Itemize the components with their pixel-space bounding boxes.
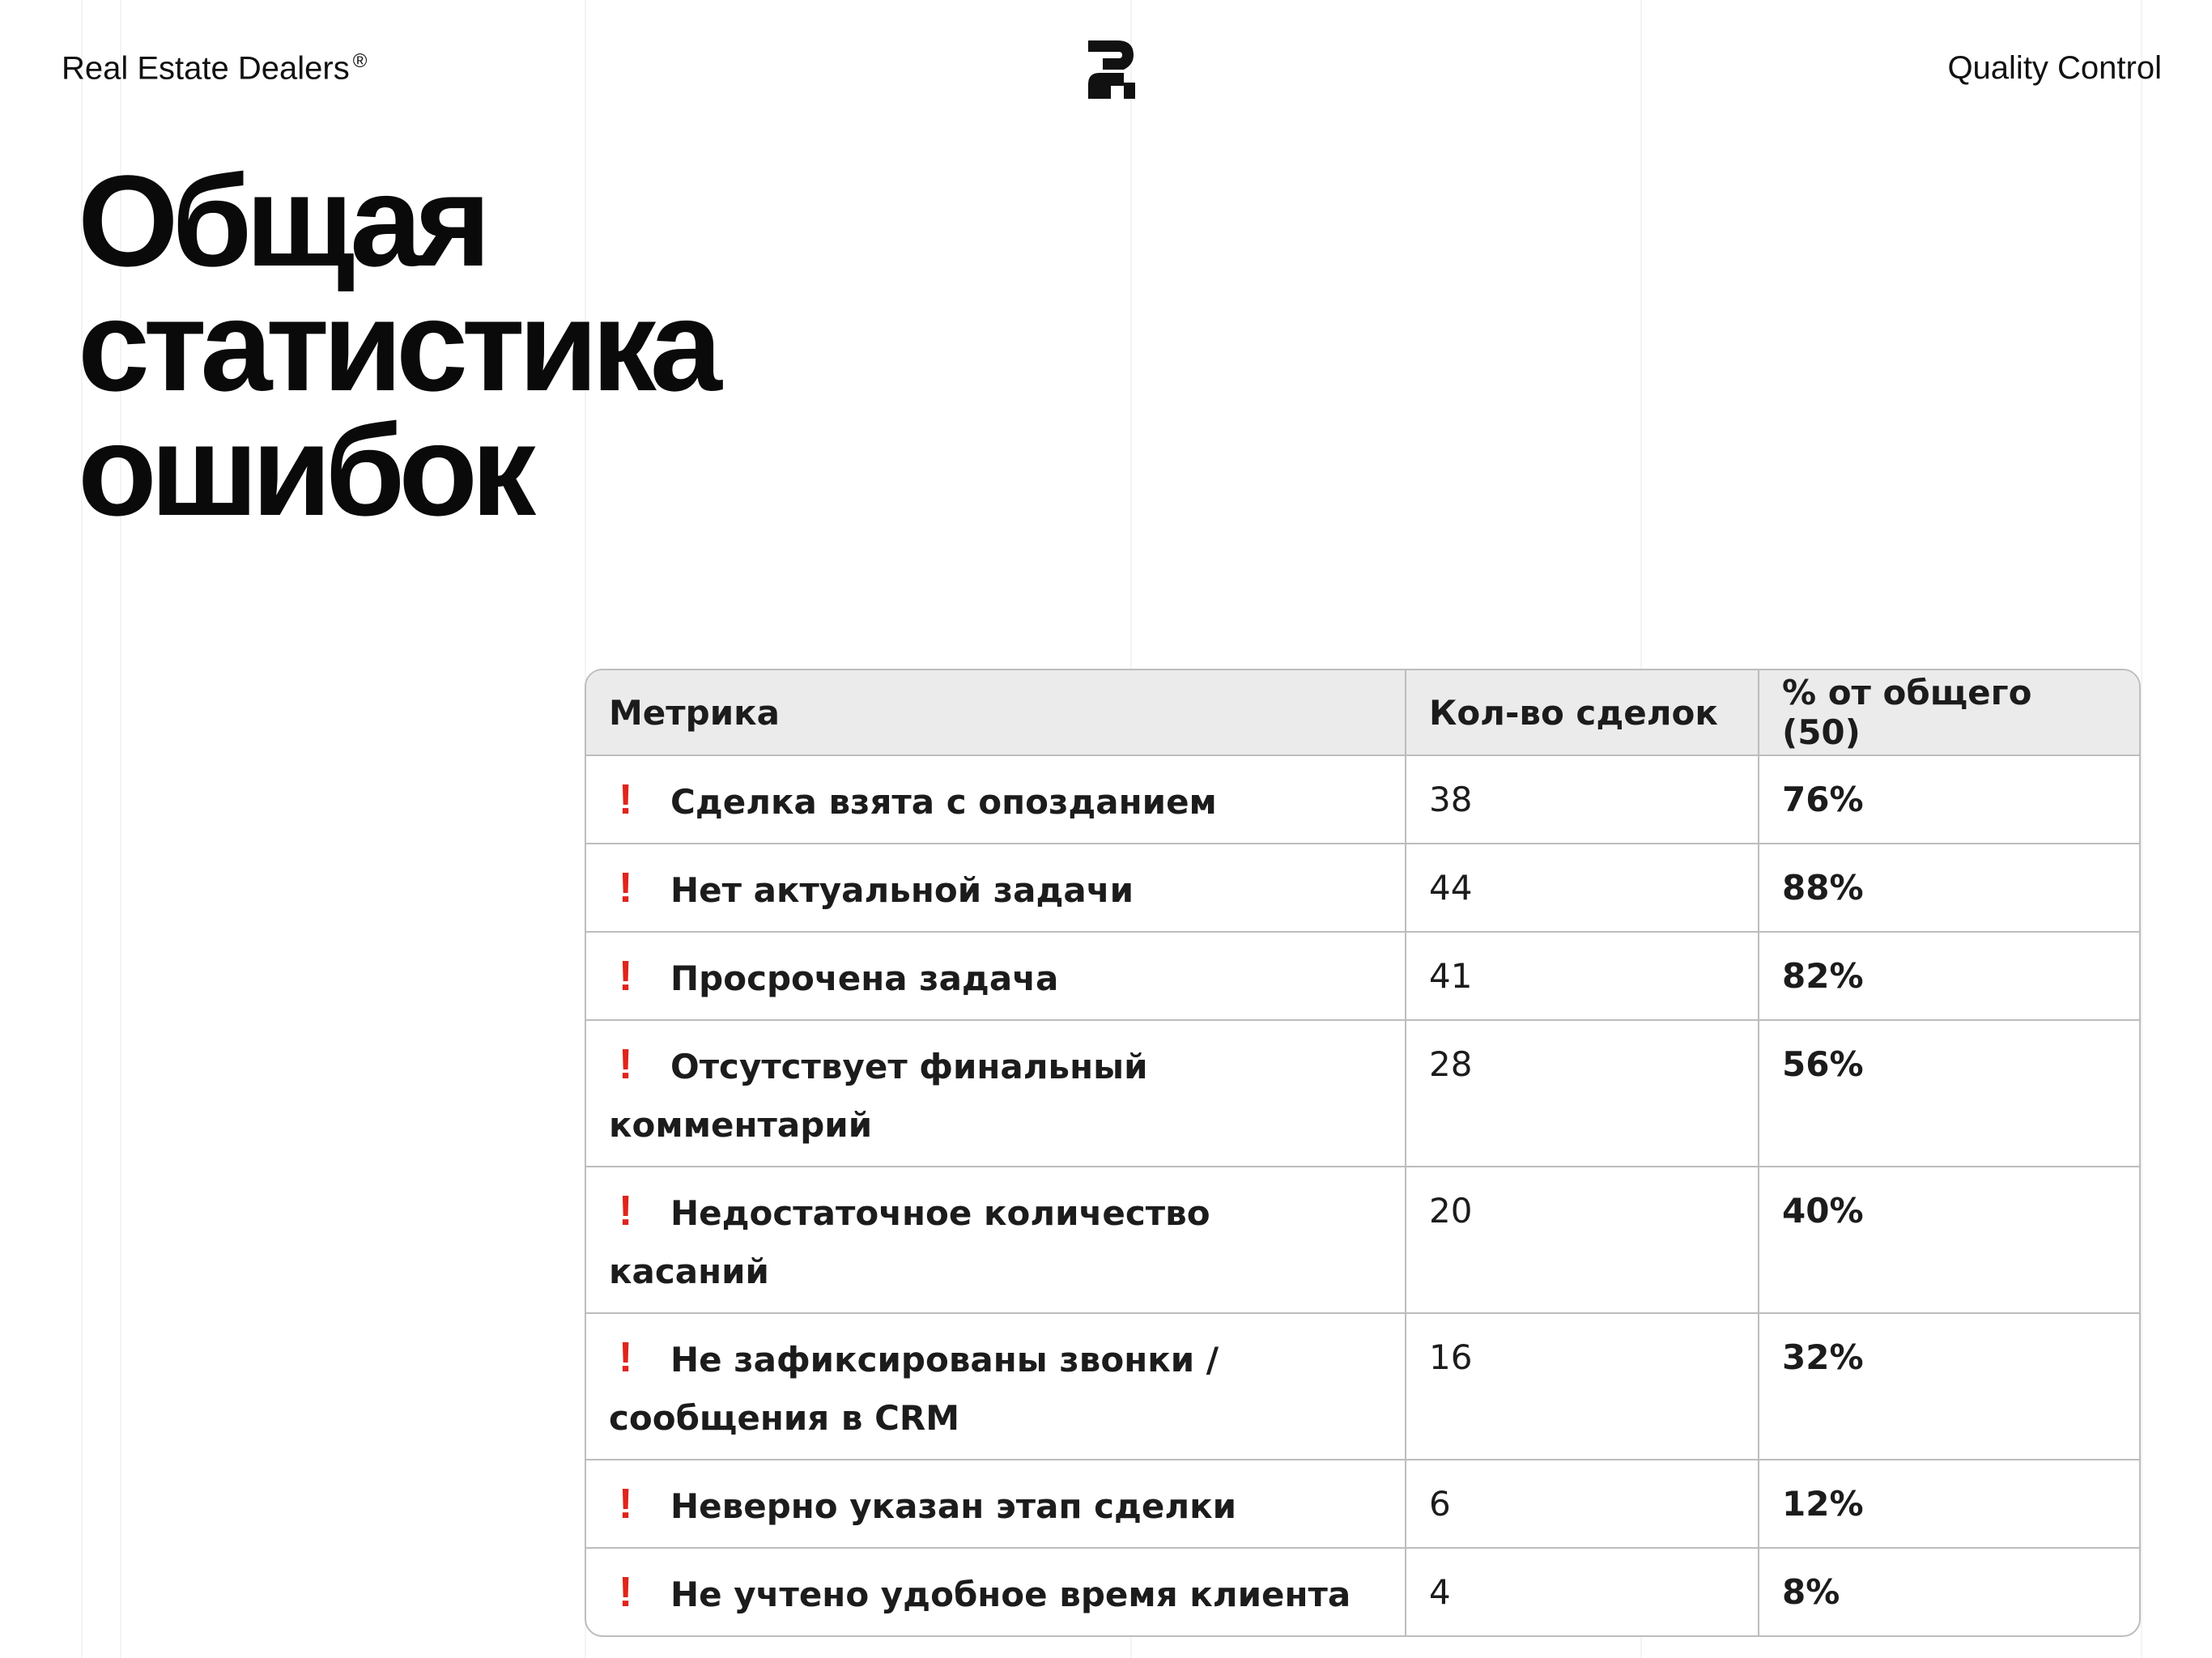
section-name: Quality Control: [1947, 50, 2162, 86]
stats-table: [586, 670, 2139, 1635]
metric-label: Нет актуальной задачи: [670, 870, 1134, 910]
metric-cell: [586, 844, 1406, 932]
deal-count-cell: 38: [1406, 755, 1759, 844]
error-stats-table: [585, 669, 2141, 1637]
metric-label: Не учтено удобное время клиента: [670, 1575, 1351, 1614]
percent-cell: 88%: [1759, 844, 2139, 932]
column-header-metric: Метрика: [586, 670, 1406, 755]
metric-label: Не зафиксированы звонки / сообщения в CRM: [609, 1340, 1219, 1438]
metric-cell: [586, 1167, 1406, 1313]
metric-cell: [586, 1020, 1406, 1167]
deal-count-cell: 28: [1406, 1020, 1759, 1167]
table-row: [586, 1460, 2139, 1548]
title-line: ошибок: [78, 397, 530, 542]
exclamation-icon: !: [619, 1569, 633, 1616]
exclamation-icon: !: [619, 953, 633, 1000]
brand-logo-icon: [1083, 36, 1140, 104]
metric-label: Неверно указан этап сделки: [670, 1486, 1237, 1526]
table-row: [586, 1548, 2139, 1635]
title-line: Общая: [78, 148, 485, 293]
percent-cell: 12%: [1759, 1460, 2139, 1548]
column-header-percent: % от общего (50): [1759, 670, 2139, 755]
exclamation-icon: !: [619, 1041, 633, 1088]
title-line: статистика: [78, 273, 716, 418]
registered-mark: ®: [352, 50, 368, 72]
percent-cell: 32%: [1759, 1313, 2139, 1460]
column-header-count: Кол-во сделок: [1406, 670, 1759, 755]
deal-count-cell: 16: [1406, 1313, 1759, 1460]
metric-label: Недостаточное количество касаний: [609, 1193, 1210, 1291]
deal-count-cell: 41: [1406, 932, 1759, 1020]
brand-name: [62, 50, 367, 87]
exclamation-icon: !: [619, 1334, 633, 1381]
metric-cell: [586, 1460, 1406, 1548]
percent-cell: 76%: [1759, 755, 2139, 844]
metric-cell: [586, 1548, 1406, 1635]
percent-cell: 82%: [1759, 932, 2139, 1020]
guide-line: [2141, 0, 2142, 1658]
percent-cell: 40%: [1759, 1167, 2139, 1313]
exclamation-icon: !: [619, 776, 633, 823]
table-row: [586, 1167, 2139, 1313]
brand-label: Real Estate Dealers: [62, 50, 350, 87]
deal-count-cell: 4: [1406, 1548, 1759, 1635]
exclamation-icon: !: [619, 865, 633, 912]
metric-label: Сделка взята с опозданием: [670, 782, 1217, 822]
table-row: [586, 1020, 2139, 1167]
table-row: [586, 755, 2139, 844]
page-title: [78, 148, 716, 542]
metric-cell: [586, 932, 1406, 1020]
deal-count-cell: 20: [1406, 1167, 1759, 1313]
metric-cell: [586, 1313, 1406, 1460]
table-row: [586, 844, 2139, 932]
percent-cell: 8%: [1759, 1548, 2139, 1635]
deal-count-cell: 44: [1406, 844, 1759, 932]
metric-label: Отсутствует финальный комментарий: [609, 1047, 1148, 1145]
deal-count-cell: 6: [1406, 1460, 1759, 1548]
metric-cell: [586, 755, 1406, 844]
exclamation-icon: !: [619, 1188, 633, 1235]
exclamation-icon: !: [619, 1481, 633, 1528]
metric-label: Просрочена задача: [670, 959, 1059, 998]
table-row: [586, 1313, 2139, 1460]
table-row: [586, 932, 2139, 1020]
table-header-row: [586, 670, 2139, 755]
percent-cell: 56%: [1759, 1020, 2139, 1167]
